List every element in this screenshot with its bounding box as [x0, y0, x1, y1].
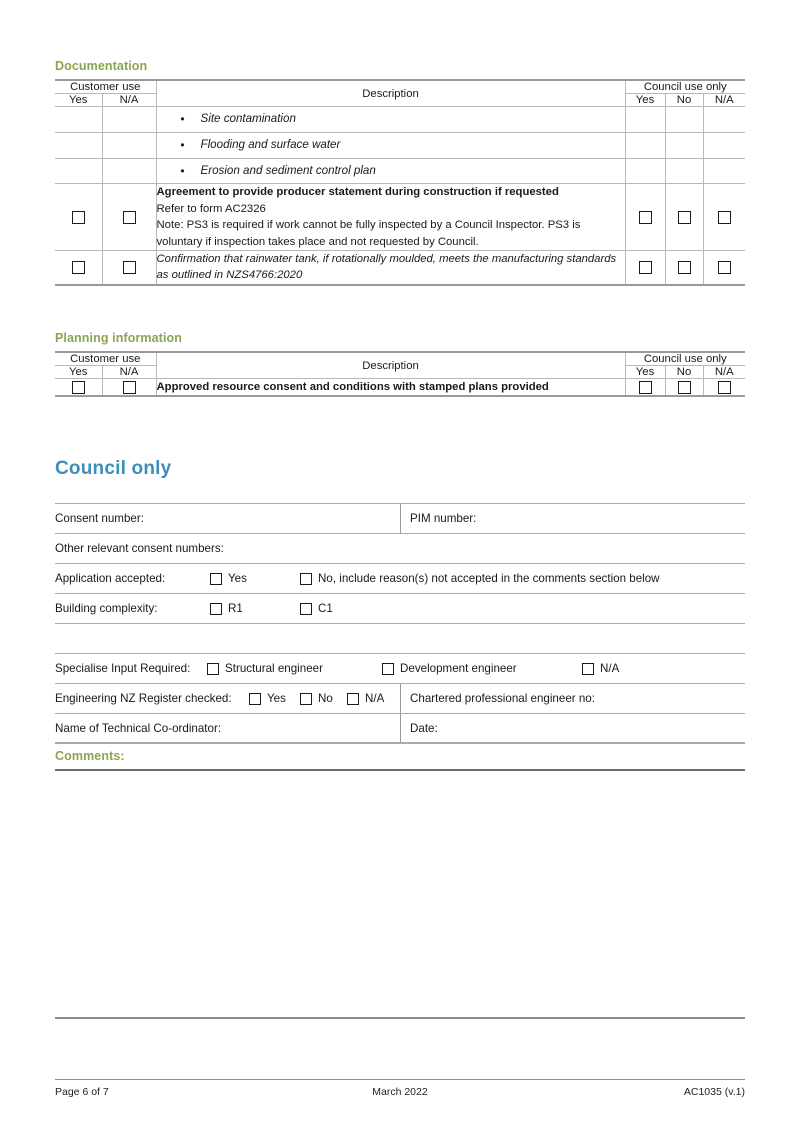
- option-label: Structural engineer: [225, 662, 323, 675]
- council-yes-cell: [625, 107, 665, 133]
- header-customer-na: N/A: [102, 94, 156, 107]
- checkbox-specialise-na[interactable]: [582, 663, 594, 675]
- option-label: Yes: [267, 692, 286, 705]
- customer-na-cell: [102, 107, 156, 133]
- header-customer-use: Customer use: [55, 80, 156, 94]
- option-development-engineer[interactable]: [382, 662, 517, 675]
- checkbox-council-yes[interactable]: [639, 211, 652, 224]
- council-yes-cell: [625, 379, 665, 397]
- table-row: [55, 158, 745, 184]
- row-divider: [400, 714, 401, 743]
- checkbox-engnz-no[interactable]: [300, 693, 312, 705]
- bullet-text: Site contamination: [200, 112, 296, 125]
- checkbox-structural-engineer[interactable]: [207, 663, 219, 675]
- footer-reference: AC1035 (v.1): [683, 1086, 745, 1098]
- footer-divider-bottom: [55, 1079, 745, 1080]
- checkbox-council-no[interactable]: [678, 211, 691, 224]
- checkbox-customer-yes[interactable]: [72, 381, 85, 394]
- header-description: Description: [156, 80, 625, 107]
- option-label: Development engineer: [400, 662, 517, 675]
- council-na-cell: [703, 132, 745, 158]
- checkbox-council-yes[interactable]: [639, 381, 652, 394]
- customer-yes-cell: [55, 107, 102, 133]
- table-row: [55, 184, 745, 251]
- bullet-icon: •: [180, 163, 185, 178]
- technical-coordinator-label: Name of Technical Co-ordinator:: [55, 722, 222, 735]
- checkbox-council-no[interactable]: [678, 381, 691, 394]
- engineering-nz-label: Engineering NZ Register checked:: [55, 692, 232, 705]
- row-title: Approved resource consent and conditions with stamped plans provided: [156, 381, 549, 393]
- header-council-na: N/A: [703, 366, 745, 379]
- header-council-yes: Yes: [625, 366, 665, 379]
- council-no-cell: [665, 107, 703, 133]
- option-engnz-yes[interactable]: [249, 692, 286, 705]
- checkbox-council-na[interactable]: [718, 381, 731, 394]
- council-na-cell: [703, 158, 745, 184]
- consent-number-label: Consent number:: [55, 512, 144, 525]
- header-council-use: Council use only: [625, 352, 745, 366]
- table-row: [55, 379, 745, 397]
- council-yes-cell: [625, 250, 665, 284]
- checkbox-council-yes[interactable]: [639, 261, 652, 274]
- option-engnz-no[interactable]: [300, 692, 333, 705]
- checkbox-council-no[interactable]: [678, 261, 691, 274]
- row-title: Confirmation that rainwater tank, if rotationally moulded, meets the manufacturing standards as outlined in NZS4766:2020: [156, 252, 617, 282]
- documentation-table: [55, 79, 745, 286]
- checkbox-engnz-na[interactable]: [347, 693, 359, 705]
- bullet-text: Flooding and surface water: [200, 137, 341, 151]
- comments-label: Comments:: [55, 749, 125, 763]
- customer-yes-cell: [55, 379, 102, 397]
- documentation-heading: Documentation: [55, 59, 148, 73]
- technical-coordinator-row: [55, 713, 745, 744]
- option-complexity-c1[interactable]: [300, 602, 333, 615]
- customer-yes-cell: [55, 184, 102, 251]
- pim-number-label: PIM number:: [410, 512, 477, 525]
- council-no-cell: [665, 184, 703, 251]
- checkbox-accepted-yes[interactable]: [210, 573, 222, 585]
- footer-divider-top: [55, 1017, 745, 1019]
- option-label: N/A: [600, 662, 620, 675]
- footer-date: March 2022: [372, 1086, 428, 1098]
- footer-page-number: Page 6 of 7: [55, 1086, 109, 1098]
- planning-table: [55, 351, 745, 397]
- checkbox-complexity-r1[interactable]: [210, 603, 222, 615]
- customer-na-cell: [102, 184, 156, 251]
- council-no-cell: [665, 250, 703, 284]
- spacer-row: [55, 623, 745, 653]
- council-no-cell: [665, 158, 703, 184]
- council-na-cell: [703, 184, 745, 251]
- bullet-text: Erosion and sediment control plan: [200, 163, 376, 177]
- header-customer-use: Customer use: [55, 352, 156, 366]
- description-cell: [156, 250, 625, 284]
- option-structural-engineer[interactable]: [207, 662, 323, 675]
- council-yes-cell: [625, 184, 665, 251]
- description-cell: [156, 158, 625, 184]
- bullet-icon: •: [180, 112, 185, 127]
- checkbox-engnz-yes[interactable]: [249, 693, 261, 705]
- option-label: C1: [318, 602, 333, 615]
- customer-yes-cell: [55, 132, 102, 158]
- planning-heading: Planning information: [55, 331, 182, 345]
- header-description: Description: [156, 352, 625, 379]
- documentation-table-wrap: [55, 79, 745, 286]
- date-label: Date:: [410, 722, 438, 735]
- option-engnz-na[interactable]: [347, 692, 384, 705]
- chartered-engineer-label: Chartered professional engineer no:: [410, 692, 595, 705]
- customer-na-cell: [102, 158, 156, 184]
- header-council-no: No: [665, 366, 703, 379]
- option-accepted-yes[interactable]: [210, 572, 247, 585]
- description-cell: [156, 184, 625, 251]
- checkbox-customer-na[interactable]: [123, 381, 136, 394]
- council-no-cell: [665, 132, 703, 158]
- specialise-input-row: [55, 653, 745, 683]
- option-label: Yes: [228, 572, 247, 585]
- option-label: N/A: [365, 692, 385, 705]
- engineering-nz-row: [55, 683, 745, 713]
- description-cell: [156, 379, 625, 397]
- row-subtext-1: Refer to form AC2326: [156, 202, 266, 215]
- table-row: [55, 107, 745, 133]
- option-label: No, include reason(s) not accepted in the comments section below: [318, 572, 660, 585]
- row-subtext-2: Note: PS3 is required if work cannot be fully inspected by a Council Inspector. PS3 is voluntary if inspection takes place and not requested by Council.: [156, 219, 581, 248]
- checkbox-council-na[interactable]: [718, 261, 731, 274]
- application-accepted-row: [55, 563, 745, 593]
- option-accepted-no[interactable]: [300, 572, 660, 585]
- table-header-row-1: [55, 352, 745, 366]
- description-cell: [156, 107, 625, 133]
- council-yes-cell: [625, 132, 665, 158]
- option-complexity-r1[interactable]: [210, 602, 243, 615]
- customer-yes-cell: [55, 158, 102, 184]
- option-specialise-na[interactable]: [582, 662, 619, 675]
- description-cell: [156, 132, 625, 158]
- planning-table-wrap: [55, 351, 745, 397]
- row-divider: [400, 684, 401, 713]
- customer-na-cell: [102, 379, 156, 397]
- other-consent-row: [55, 533, 745, 563]
- option-label: R1: [228, 602, 243, 615]
- other-consent-label: Other relevant consent numbers:: [55, 542, 224, 555]
- council-only-form: [55, 503, 745, 744]
- building-complexity-label: Building complexity:: [55, 602, 158, 615]
- row-divider: [400, 504, 401, 533]
- building-complexity-row: [55, 593, 745, 623]
- checkbox-accepted-no[interactable]: [300, 573, 312, 585]
- table-row: [55, 132, 745, 158]
- checkbox-customer-na[interactable]: [123, 261, 136, 274]
- option-label: No: [318, 692, 333, 705]
- checkbox-council-na[interactable]: [718, 211, 731, 224]
- row-title: Agreement to provide producer statement during construction if requested: [156, 186, 559, 199]
- header-council-yes: Yes: [625, 94, 665, 107]
- checkbox-development-engineer[interactable]: [382, 663, 394, 675]
- checkbox-customer-na[interactable]: [123, 211, 136, 224]
- checkbox-complexity-c1[interactable]: [300, 603, 312, 615]
- table-header-row-1: [55, 80, 745, 94]
- bullet-icon: •: [180, 138, 185, 153]
- council-na-cell: [703, 107, 745, 133]
- header-customer-na: N/A: [102, 366, 156, 379]
- application-accepted-label: Application accepted:: [55, 572, 166, 585]
- header-council-no: No: [665, 94, 703, 107]
- comments-row: [55, 742, 745, 771]
- council-yes-cell: [625, 158, 665, 184]
- checkbox-customer-yes[interactable]: [72, 211, 85, 224]
- header-customer-yes: Yes: [55, 94, 102, 107]
- council-no-cell: [665, 379, 703, 397]
- customer-na-cell: [102, 250, 156, 284]
- consent-number-row: [55, 503, 745, 533]
- footer: [55, 1086, 745, 1098]
- checkbox-customer-yes[interactable]: [72, 261, 85, 274]
- header-council-use: Council use only: [625, 80, 745, 94]
- table-row: [55, 250, 745, 284]
- council-only-heading: Council only: [55, 458, 172, 479]
- specialise-input-label: Specialise Input Required:: [55, 662, 191, 675]
- customer-na-cell: [102, 132, 156, 158]
- council-na-cell: [703, 379, 745, 397]
- header-customer-yes: Yes: [55, 366, 102, 379]
- customer-yes-cell: [55, 250, 102, 284]
- council-na-cell: [703, 250, 745, 284]
- header-council-na: N/A: [703, 94, 745, 107]
